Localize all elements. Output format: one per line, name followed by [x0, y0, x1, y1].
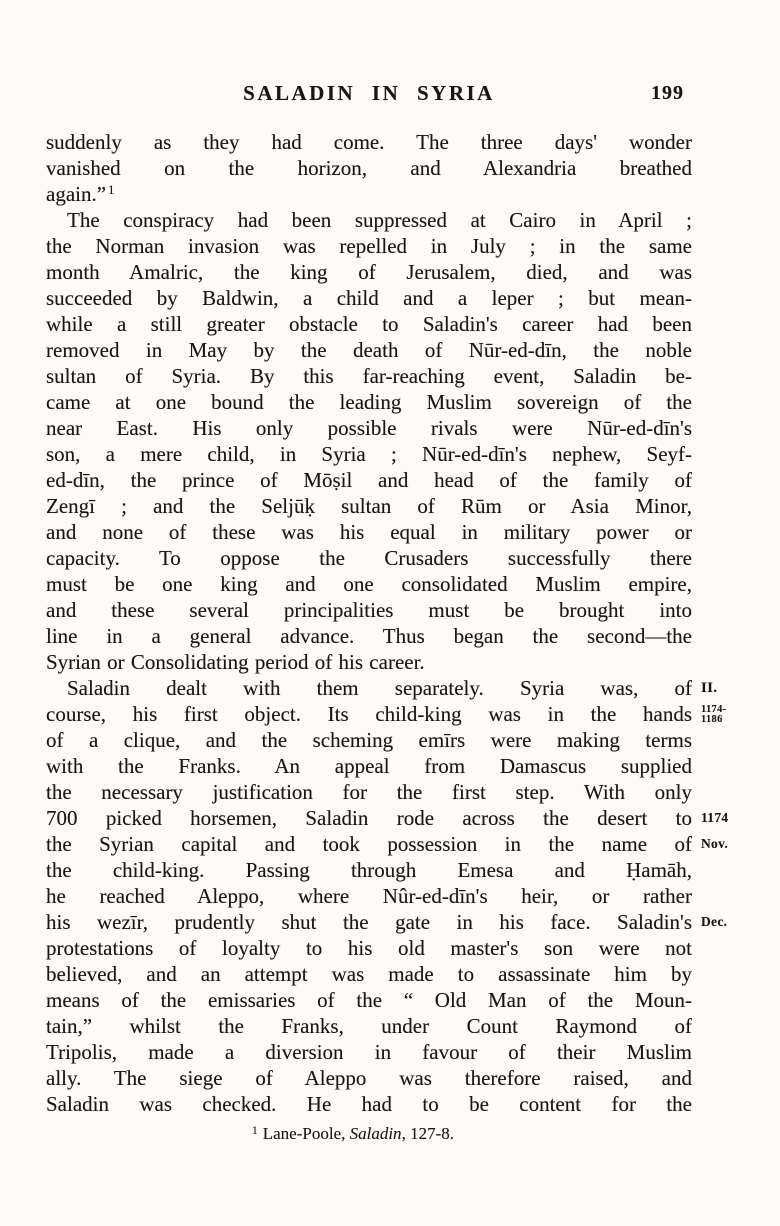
text-line: line in a general advance. Thus began the second—the: [46, 624, 692, 648]
text-line: near East. His only possible rivals were Nūr-ed-dīn's: [46, 416, 692, 440]
text-line: of a clique, and the scheming emīrs were making terms: [46, 728, 692, 752]
text-line: means of the emissaries of the “ Old Man of the Moun-: [46, 988, 692, 1012]
text-line: ed-dīn, the prince of Mōṣil and head of the family of: [46, 468, 692, 492]
text-line: with the Franks. An appeal from Damascus supplied: [46, 754, 692, 778]
text-line: Saladin dealt with them separately. Syria was, of II.: [67, 676, 718, 700]
footnote: [30, 1122, 676, 1146]
text-line: Syrian or Consolidating period of his career.: [46, 650, 425, 674]
running-head: [46, 81, 692, 105]
text-line: Saladin was checked. He had to be content for the: [46, 1092, 692, 1116]
text-line: succeeded by Baldwin, a child and a leper ; but mean-: [46, 286, 692, 310]
text-line: came at one bound the leading Muslim sovereign of the: [46, 390, 692, 414]
margin-note: 1174- 1186: [701, 704, 727, 725]
text-line: 700 picked horsemen, Saladin rode across the desert to 1174: [46, 806, 729, 830]
text-line: The conspiracy had been suppressed at Cairo in April ;: [67, 208, 692, 232]
text-line: tain,” whilst the Franks, under Count Raymond of: [46, 1014, 692, 1038]
footnote-book-title: Saladin: [349, 1124, 402, 1143]
text-line: vanished on the horizon, and Alexandria breathed: [46, 156, 692, 180]
footnote-pages: , 127-8.: [401, 1124, 454, 1143]
page-title: SALADIN IN SYRIA: [243, 81, 495, 105]
text-line: he reached Aleppo, where Nûr-ed-dīn's heir, or rather: [46, 884, 692, 908]
text-line: son, a mere child, in Syria ; Nūr-ed-dīn's nephew, Seyf-: [46, 442, 692, 466]
footnote-marker: 1: [252, 1125, 258, 1137]
page-number: 199: [651, 82, 684, 104]
margin-note: II.: [701, 680, 718, 696]
text-line: and none of these was his equal in military power or: [46, 520, 692, 544]
text-line: the Syrian capital and took possession in the name of Nov.: [46, 832, 729, 856]
text-line: month Amalric, the king of Jerusalem, died, and was: [46, 260, 692, 284]
text-line: the Norman invasion was repelled in July ; in the same: [46, 234, 692, 258]
text-line: protestations of loyalty to his old master's son were not: [46, 936, 692, 960]
text-line: while a still greater obstacle to Saladin's career had been: [46, 312, 692, 336]
text-line: believed, and an attempt was made to assassinate him by: [46, 962, 692, 986]
footnote-author: Lane-Poole,: [262, 1124, 350, 1143]
text-line: and these several principalities must be brought into: [46, 598, 692, 622]
text-line: suddenly as they had come. The three days' wonder: [46, 130, 692, 154]
text-line: again.” $^1$: [46, 182, 115, 206]
text-line: removed in May by the death of Nūr-ed-dīn, the noble: [46, 338, 692, 362]
text-line: Tripolis, made a diversion in favour of their Muslim: [46, 1040, 692, 1064]
text-line: Zengī ; and the Seljūḳ sultan of Rūm or Asia Minor,: [46, 494, 692, 518]
text-line: capacity. To oppose the Crusaders successfully there: [46, 546, 692, 570]
margin-note: Nov.: [701, 836, 729, 851]
text-line: ally. The siege of Aleppo was therefore raised, and: [46, 1066, 692, 1090]
text-line: his wezīr, prudently shut the gate in his face. Saladin's Dec.: [46, 910, 728, 934]
text-line: the child-king. Passing through Emesa and Ḥamāh,: [46, 858, 692, 882]
text-line: the necessary justification for the first step. With only: [46, 780, 692, 804]
footnote-reference: 1: [108, 182, 115, 197]
text-line: sultan of Syria. By this far-reaching event, Saladin be-: [46, 364, 692, 388]
text-line: course, his first object. Its child-king was in the hands 1174- 1186: [46, 702, 727, 726]
margin-note: Dec.: [701, 914, 728, 929]
text-block: [46, 129, 729, 1117]
text-line: must be one king and one consolidated Muslim empire,: [46, 572, 692, 596]
margin-note: 1174: [701, 810, 729, 825]
